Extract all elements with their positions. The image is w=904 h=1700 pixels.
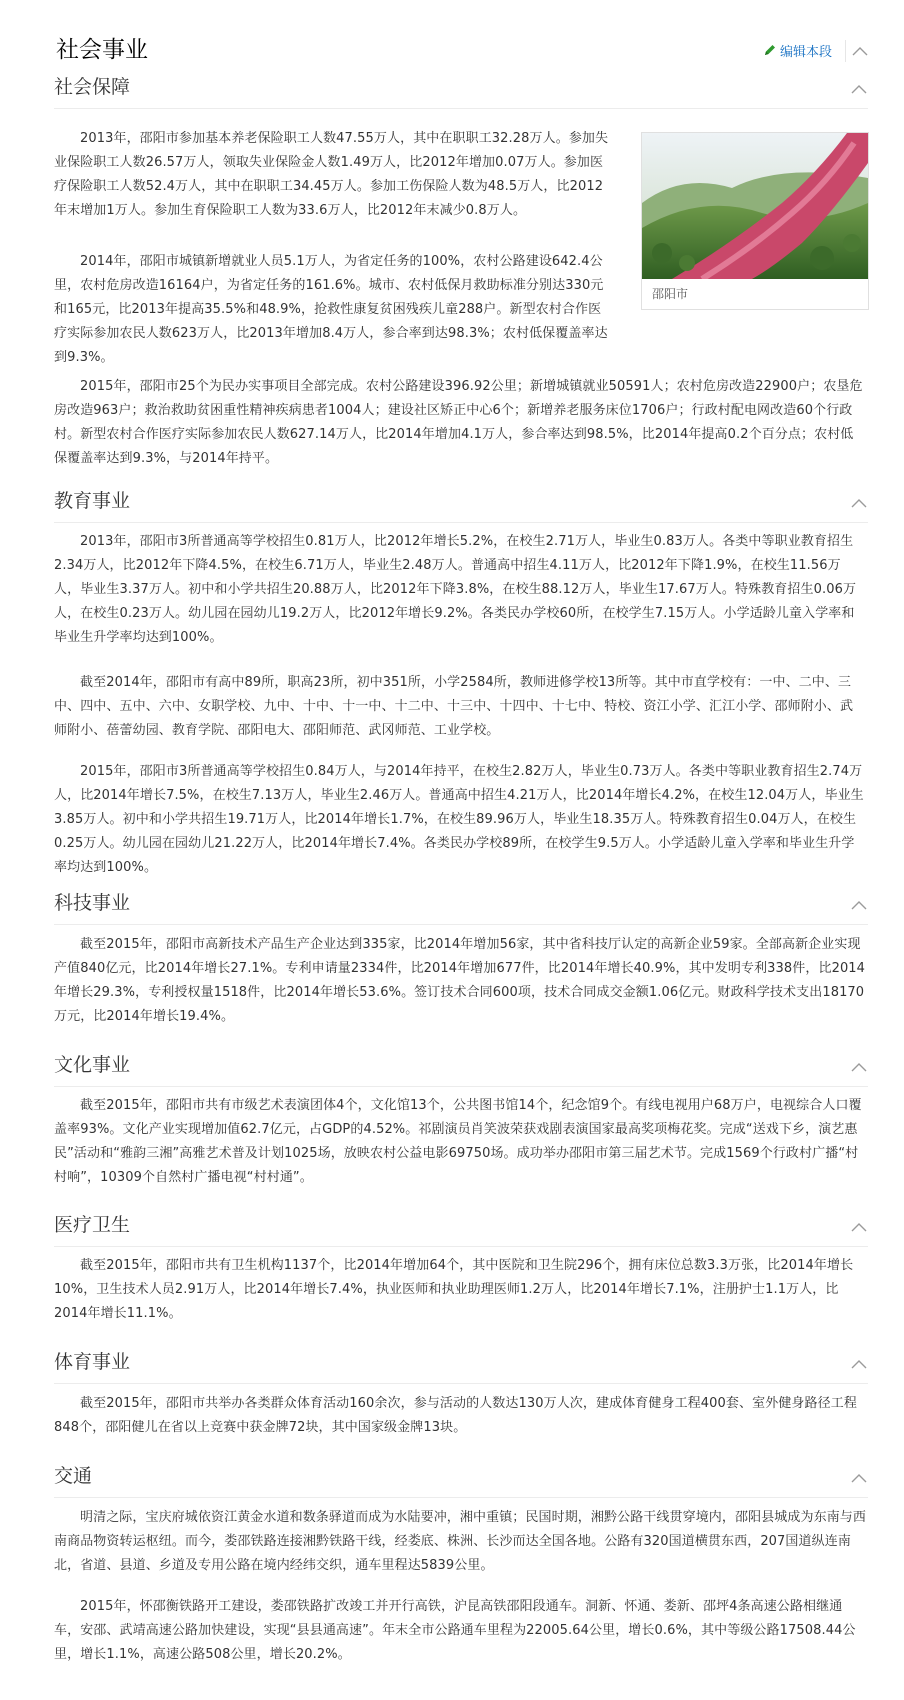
section-title: 体育事业	[54, 1351, 131, 1373]
section-title: 文化事业	[54, 1054, 131, 1076]
section-collapse-button[interactable]	[850, 80, 868, 94]
chevron-up-icon	[850, 1221, 868, 1233]
pencil-icon	[763, 43, 777, 57]
paragraph: 截至2015年，邵阳市高新技术产品生产企业达到335家，比2014年增加56家，其中省科技厅认定的高新企业59家。全部高新企业实现产值840亿元，比2014年增长27.1%。专利申请量2334件，比2014年增加677件，比2014年增长40.9%，其中发明专利338件，比2014年增长29.3%，专利授权量1518件，比2014年增长53.6%。签订技术合同600项，技术合同成交金额1.06亿元。财政科学技术支出18170万元，比2014年增长19.4%。	[54, 937, 866, 1024]
paragraph: 2014年，邵阳市城镇新增就业人员5.1万人，为省定任务的100%，农村公路建设642.4公里，农村危房改造16164户，为省定任务的161.6%。城市、农村低保月救助标准分别达330元和165元，比2013年提高35.5%和48.9%，抢救性康复贫困残疾儿童288户。新型农村合作医疗实际参加农民人数623万人，比2013年增加8.4万人，参合率到达98.3%；农村低保覆盖率达到9.3%。	[54, 254, 608, 365]
edit-section-label: 编辑本段	[779, 44, 832, 60]
paragraph: 2015年，邵阳市3所普通高等学校招生0.84万人，与2014年持平，在校生2.82万人，毕业生0.73万人。各类中等职业教育招生2.74万人，比2014年增长7.5%，在校生7.13万人，毕业生2.46万人。普通高中招生4.21万人，比2014年增长4.2%，在校生12.04万人，毕业生3.85万人。初中和小学共招生19.71万人，比2014年增长1.7%，在校生89.96万人，毕业生18.35万人。特殊教育招生0.04万人，在校生0.25万人。幼儿园在园幼儿21.22万人，比2014年增长7.4%。各类民办学校89所，在校学生9.5万人。小学适龄儿童入学率和毕业生升学率均达到100%。	[54, 764, 864, 875]
section-collapse-button[interactable]	[850, 1469, 868, 1483]
paragraph: 2015年，怀邵衡铁路开工建设，娄邵铁路扩改竣工并开行高铁，沪昆高铁邵阳段通车。洞新、怀通、娄新、邵坪4条高速公路相继通车，安邵、武靖高速公路加快建设，实现“县县通高速”。年末全市公路通车里程为22005.64公里，增长0.6%，其中等级公路17508.44公里，增长1.1%，高速公路508公里，增长20.2%。	[54, 1599, 856, 1662]
collapse-all-button[interactable]	[845, 40, 868, 62]
paragraph: 截至2015年，邵阳市共举办各类群众体育活动160余次，参与活动的人数达130万人次，建成体育健身工程400套、室外健身路径工程848个，邵阳健儿在省以上竞赛中获金牌72块，其中国家级金牌13块。	[54, 1396, 857, 1435]
city-photo[interactable]	[641, 132, 869, 310]
chevron-up-icon	[850, 497, 868, 509]
section-title: 交通	[54, 1465, 93, 1487]
paragraph: 2013年，邵阳市参加基本养老保险职工人数47.55万人，其中在职职工32.28万人。参加失业保险职工人数26.57万人，领取失业保险金人数1.49万人，比2012年增加0.07万人。参加医疗保险职工人数52.4万人，其中在职职工34.45万人。参加工伤保险人数为48.5万人，比2012年末增加1万人。参加生育保险职工人数为33.6万人，比2012年末减少0.8万人。	[54, 131, 609, 218]
section-header-transport	[54, 1457, 868, 1498]
section-title: 社会保障	[54, 76, 131, 98]
section-header-social-security	[54, 68, 868, 109]
paragraph: 截至2014年，邵阳市有高中89所，职高23所，初中351所，小学2584所，教师进修学校13所等。其中市直学校有：一中、二中、三中、四中、五中、六中、女职学校、九中、十中、十一中、十二中、十三中、十四中、十七中、特校、资江小学、汇江小学、邵师附小、武师附小、蓓蕾幼园、教育学院、邵阳电大、邵阳师范、武冈师范、工业学校。	[54, 675, 854, 738]
section-collapse-button[interactable]	[850, 1218, 868, 1232]
chevron-up-icon	[850, 83, 868, 95]
chevron-up-icon	[850, 1061, 868, 1073]
section-header-sports	[54, 1343, 868, 1384]
section-collapse-button[interactable]	[850, 1355, 868, 1369]
section-header-science	[54, 884, 868, 925]
edit-section-button[interactable]	[763, 38, 832, 62]
landscape-photo-icon	[642, 133, 868, 279]
section-title: 科技事业	[54, 892, 131, 914]
paragraph: 2015年，邵阳市25个为民办实事项目全部完成。农村公路建设396.92公里；新增城镇就业50591人；农村危房改造22900户；农垦危房改造963户；救治救助贫困重性精神疾病患者1004人；建设社区矫正中心6个；新增养老服务床位1706户；行政村配电网改造60个行政村。新型农村合作医疗实际参加农民人数627.14万人，比2014年增加4.1万人，参合率达到98.5%，比2014年提高0.2个百分点；农村低保覆盖率达到9.3%，与2014年持平。	[54, 379, 863, 466]
section-header-education	[54, 482, 868, 523]
chevron-up-icon	[852, 46, 868, 56]
chevron-up-icon	[850, 1358, 868, 1370]
chevron-up-icon	[850, 899, 868, 911]
main-section-header	[56, 34, 868, 70]
photo-caption: 邵阳市	[652, 287, 689, 301]
paragraph: 2013年，邵阳市3所普通高等学校招生0.81万人，比2012年增长5.2%，在校生2.71万人，毕业生0.83万人。各类中等职业教育招生2.34万人，比2012年下降4.5%，在校生6.71万人，毕业生2.48万人。普通高中招生4.11万人，比2012年下降1.9%，在校生11.56万人，毕业生3.37万人。初中和小学共招生20.88万人，比2012年下降3.8%，在校生88.12万人，毕业生17.67万人。特殊教育招生0.06万人，在校生0.23万人。幼儿园在园幼儿19.2万人，比2012年增长9.2%。各类民办学校60所，在校学生7.15万人。小学适龄儿童入学率和毕业生升学率均达到100%。	[54, 534, 857, 645]
section-header-health	[54, 1206, 868, 1247]
paragraph: 截至2015年，邵阳市共有卫生机构1137个，比2014年增加64个，其中医院和卫生院296个，拥有床位总数3.3万张，比2014年增长10%，卫生技术人员2.91万人，比2014年增长7.4%，执业医师和执业助理医师1.2万人，比2014年增长7.1%，注册护士1.1万人，比2014年增长11.1%。	[54, 1258, 854, 1321]
chevron-up-icon	[850, 1472, 868, 1484]
section-title: 教育事业	[54, 490, 131, 512]
paragraph: 截至2015年，邵阳市共有市级艺术表演团体4个，文化馆13个，公共图书馆14个，纪念馆9个。有线电视用户68万户，电视综合人口覆盖率93%。文化产业实现增加值62.7亿元，占GDP的4.52%。祁剧演员肖笑波荣获戏剧表演国家最高奖项梅花奖。完成“送戏下乡，演艺惠民”活动和“雅韵三湘”高雅艺术普及计划1025场，放映农村公益电影69750场。成功举办邵阳市第三届艺术节。完成1569个行政村广播“村村响”，10309个自然村广播电视“村村通”。	[54, 1098, 862, 1185]
section-header-culture	[54, 1046, 868, 1087]
section-title: 医疗卫生	[54, 1214, 131, 1236]
section-collapse-button[interactable]	[850, 494, 868, 508]
section-collapse-button[interactable]	[850, 1058, 868, 1072]
paragraph: 明清之际，宝庆府城依资江黄金水道和数条驿道而成为水陆要冲，湘中重镇；民国时期，湘黔公路干线贯穿境内，邵阳县城成为东南与西南商品物资转运枢纽。而今，娄邵铁路连接湘黔铁路干线，经娄底、株洲、长沙而达全国各地。公路有320国道横贯东西，207国道纵连南北，省道、县道、乡道及专用公路在境内经纬交织，通车里程达5839公里。	[54, 1510, 867, 1573]
page-title: 社会事业	[56, 37, 148, 63]
section-collapse-button[interactable]	[850, 896, 868, 910]
